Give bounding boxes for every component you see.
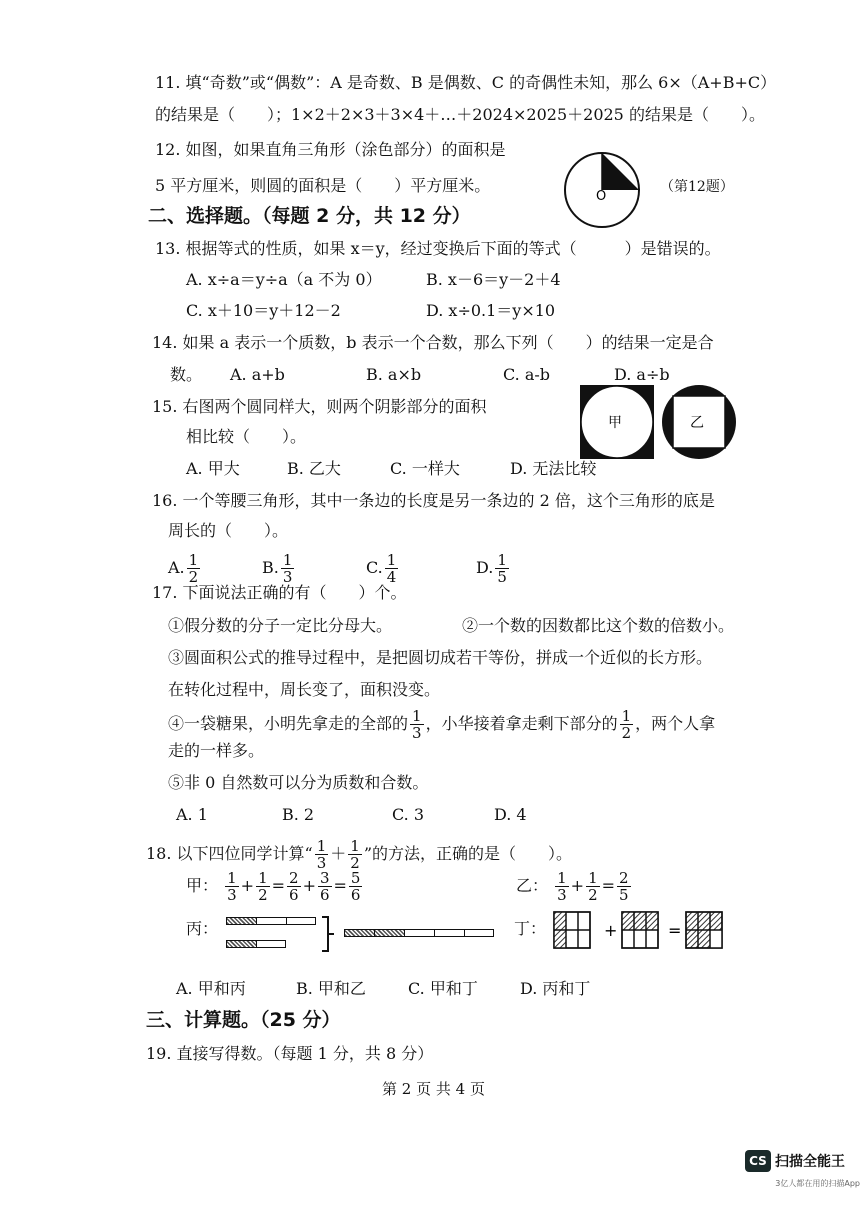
q13-option-b: B. x－6＝y－2＋4: [426, 270, 561, 289]
q18-jia-method: 甲： $\frac{1}{3}$ + $\frac{1}{2}$ = $\frac{2}{6}$ + $\frac{3}{6}$ = $\frac{5}{6}$: [186, 869, 361, 904]
q12-line2: 5 平方厘米，则圆的面积是（ ）平方厘米。: [155, 176, 491, 195]
section2-heading: 二、选择题。（每题 2 分，共 12 分）: [148, 205, 471, 227]
q15-option-c: C. 一样大: [390, 459, 460, 478]
q16-option-a-fraction: $\frac{1}{2}$: [188, 551, 199, 586]
q16-option-b-label: B.: [262, 558, 279, 577]
q14-option-d: D. a÷b: [614, 365, 670, 384]
q18-option-b: B. 甲和乙: [296, 979, 366, 998]
q17-option-d: D. 4: [494, 805, 527, 824]
q17-statement-3b: 在转化过程中，周长变了，面积没变。: [168, 680, 441, 699]
grid-one-third: [554, 912, 590, 948]
svg-text:=: =: [668, 921, 682, 940]
q14-option-a: A. a+b: [230, 365, 285, 384]
grid-one-half: [622, 912, 658, 948]
bar-halves: [226, 940, 286, 948]
q15-option-b: B. 乙大: [287, 459, 341, 478]
q17-option-a: A. 1: [176, 805, 208, 824]
q19-stem: 19. 直接写得数。（每题 1 分，共 8 分）: [146, 1044, 434, 1063]
q12-circle-figure: [560, 150, 650, 230]
q15-line2: 相比较（ ）。: [186, 427, 307, 446]
q18-option-a: A. 甲和丙: [176, 979, 246, 998]
svg-text:+: +: [604, 921, 618, 940]
q13-option-c: C. x＋10＝y＋12－2: [186, 301, 341, 320]
q18-stem-fraction-2: $\frac{1}{2}$: [350, 837, 360, 872]
q18-stem: 18. 以下四位同学计算“ $\frac{1}{3}$ ＋ $\frac{1}{2}$ ”的方法，正确的是（ ）。: [146, 837, 573, 872]
q16-option-c-fraction: $\frac{1}{4}$: [386, 551, 397, 586]
q16-option-d-label: D.: [476, 558, 494, 577]
q16-option-a-label: A.: [168, 558, 185, 577]
q18-ding-figure: [552, 910, 732, 954]
q17-statement-2: ②一个数的因数都比这个数的倍数小。: [462, 616, 735, 635]
q15-option-a: A. 甲大: [186, 459, 240, 478]
q16-line2: 周长的（ ）。: [168, 521, 289, 540]
q17-statement-1: ①假分数的分子一定比分母大。: [168, 616, 393, 635]
q18-yi-method: 乙： $\frac{1}{3}$ + $\frac{1}{2}$ = $\frac{2}{5}$: [516, 869, 629, 904]
q12-center-label: O: [596, 189, 607, 204]
q13-option-a: A. x÷a＝y÷a（a 不为 0）: [186, 270, 382, 289]
section3-heading: 三、计算题。（25 分）: [146, 1009, 341, 1031]
q13-stem: 13. 根据等式的性质，如果 x＝y，经过变换后下面的等式（ ）是错误的。: [155, 239, 721, 258]
q15-line1: 15. 右图两个圆同样大，则两个阴影部分的面积: [152, 397, 487, 416]
cs-logo-icon: CS: [745, 1150, 771, 1172]
q17-option-c: C. 3: [392, 805, 425, 824]
watermark-tagline: 3亿人都在用的扫描App: [775, 1179, 860, 1188]
q17-statement-5: ⑤非 0 自然数可以分为质数和合数。: [168, 773, 429, 792]
q11-line2: 的结果是（ ）；1×2＋2×3＋3×4＋…＋2024×2025＋2025 的结果是（ ）。: [155, 105, 765, 124]
bar-sixths: [344, 929, 494, 937]
q17-statement-4a: ④一袋糖果，小明先拿走的全部的 $\frac{1}{3}$ ，小华接着拿走剩下部分的 $\frac{1}{2}$ ，两个人拿: [168, 707, 716, 742]
q17-option-b: B. 2: [282, 805, 315, 824]
q14-option-b: B. a×b: [366, 365, 422, 384]
q16-line1: 16. 一个等腰三角形，其中一条边的长度是另一条边的 2 倍，这个三角形的底是: [152, 491, 715, 510]
q18-ding-label: 丁：: [514, 919, 547, 938]
q15-option-d: D. 无法比较: [510, 459, 597, 478]
q17-stem: 17. 下面说法正确的有（ ）个。: [152, 583, 407, 602]
watermark-app-name: 扫描全能王: [775, 1154, 845, 1170]
q15-figure-yi: [660, 383, 740, 461]
q16-option-c: [366, 552, 400, 585]
q12-line1: 12. 如图，如果直角三角形（涂色部分）的面积是: [155, 140, 506, 159]
q17-statement-4b: 走的一样多。: [168, 741, 265, 760]
q16-option-b: [262, 552, 296, 585]
q16-option-a: [168, 552, 202, 585]
q18-bing-label: 丙：: [186, 919, 219, 938]
q15-label-jia: 甲: [608, 415, 622, 431]
q13-option-d: D. x÷0.1＝y×10: [426, 301, 556, 320]
q17-statement-3a: ③圆面积公式的推导过程中，是把圆切成若干等份，拼成一个近似的长方形。: [168, 648, 713, 667]
page-footer: 第 2 页 共 4 页: [382, 1080, 485, 1098]
q14-line1: 14. 如果 a 表示一个质数，b 表示一个合数，那么下列（ ）的结果一定是合: [152, 333, 714, 352]
brace-icon: [320, 915, 336, 955]
q12-caption: （第12题）: [660, 179, 734, 195]
q16-option-c-label: C.: [366, 558, 383, 577]
q14-line2-prefix: 数。: [170, 365, 203, 384]
q18-option-d: D. 丙和丁: [520, 979, 591, 998]
grid-five-sixths: [686, 912, 722, 948]
q17-s4-fraction-1: $\frac{1}{3}$: [412, 707, 422, 742]
q14-option-c: C. a-b: [503, 365, 551, 384]
q18-option-c: C. 甲和丁: [408, 979, 478, 998]
q18-stem-fraction-1: $\frac{1}{3}$: [316, 837, 327, 872]
q15-figure-jia: [578, 383, 658, 461]
q16-option-b-fraction: $\frac{1}{3}$: [282, 551, 293, 586]
q18-yi-label: 乙：: [516, 876, 549, 895]
q18-jia-label: 甲：: [186, 876, 219, 895]
scanner-watermark: [745, 1150, 860, 1189]
q17-s4-fraction-2: $\frac{1}{2}$: [621, 707, 632, 742]
bar-thirds: [226, 917, 316, 925]
q16-option-d: [476, 552, 511, 585]
q15-label-yi: 乙: [690, 415, 704, 431]
q11-line1: 11. 填“奇数”或“偶数”：A 是奇数、B 是偶数、C 的奇偶性未知，那么 6×（A+B+C）: [155, 73, 777, 92]
q16-option-d-fraction: $\frac{1}{5}$: [497, 551, 507, 586]
